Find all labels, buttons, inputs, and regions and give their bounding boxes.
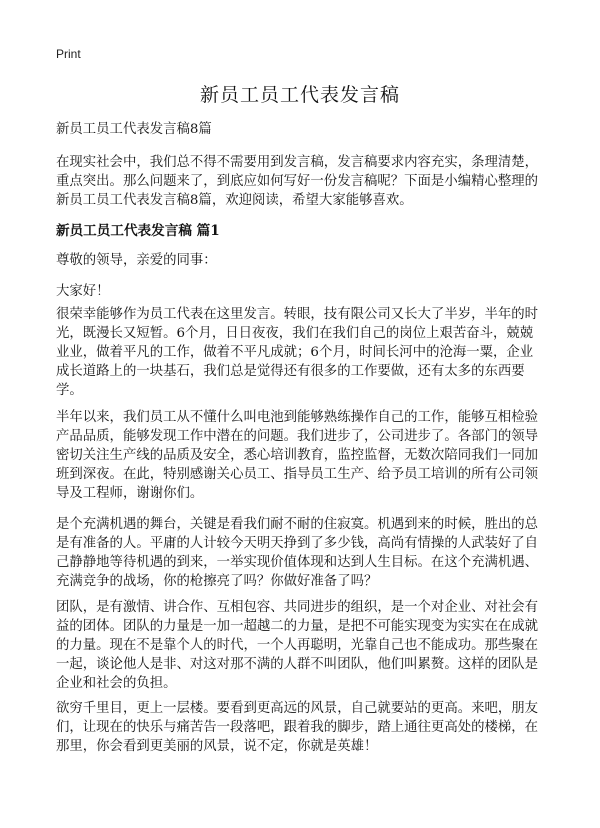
body-paragraph-2: 半年以来，我们员工从不懂什么叫电池到能够熟练操作自己的工作，能够互相检验产品品质，能够发现工作中潜在的问题。我们进步了，公司进步了。各部门的领导密切关注生产线的品质及安全，悉心培训教育，监控监督，无数次陪同我们一同加班到深夜。在此，特别感谢关心员工、指导员工生产、给予员工培训的所有公司领导及工程师，谢谢你们。 — [56, 410, 539, 501]
intro-paragraph: 在现实社会中，我们总不得不需要用到发言稿，发言稿要求内容充实，条理清楚，重点突出。那么问题来了，到底应如何写好一份发言稿呢？下面是小编精心整理的新员工员工代表发言稿8篇，欢迎阅读，希望大家能够喜欢。 — [56, 155, 539, 208]
body-paragraph-4: 团队，是有激情、讲合作、互相包容、共同进步的组织，是一个对企业、对社会有益的团体。团队的力量是一加一超越二的力量，是把不可能实现变为实实在在成就的力量。现在不是靠个人的时代，一个人再聪明，光靠自己也不能成功。那些聚在一起，谈论他人是非、对这对那不满的人群不叫团队，他们叫累赘。这样的团队是企业和社会的负担。 — [56, 600, 539, 691]
body-paragraph-3: 是个充满机遇的舞台，关键是看我们耐不耐的住寂寞。机遇到来的时候，胜出的总是有准备的人。平庸的人计较今天明天挣到了多少钱，高尚有情操的人武装好了自己静静地等待机遇的到来，一举实现价值体现和达到人生目标。在这个充满机遇、充满竞争的战场，你的枪擦亮了吗？你做好准备了吗？ — [56, 517, 539, 589]
body-paragraph-5: 欲穷千里目，更上一层楼。要看到更高远的风景，自己就要站的更高。来吧，朋友们，让现在的快乐与痛苦告一段落吧，跟着我的脚步，踏上通往更高处的楼梯，在那里，你会看到更美丽的风景，说不定，你就是英雄！ — [56, 701, 539, 754]
document-title: 新员工员工代表发言稿 — [199, 84, 400, 106]
body-paragraph-1: 很荣幸能够作为员工代表在这里发言。转眼，技有限公司又长大了半岁，半年的时光，既漫长又短暂。6个月，日日夜夜，我们在我们自己的岗位上艰苦奋斗，兢兢业业，做着平凡的工作，做着不平凡成就；6个月，时间长河中的沧海一粟，企业成长道路上的一块基石，我们总是觉得还有很多的工作要做，还有太多的东西要学。 — [56, 307, 539, 398]
document-subtitle: 新员工员工代表发言稿8篇 — [56, 122, 212, 137]
hello-line: 大家好！ — [56, 284, 110, 299]
greeting-line: 尊敬的领导，亲爱的同事： — [56, 253, 217, 268]
print-label: Print — [56, 47, 81, 61]
section-heading: 新员工员工代表发言稿 篇1 — [56, 223, 220, 239]
